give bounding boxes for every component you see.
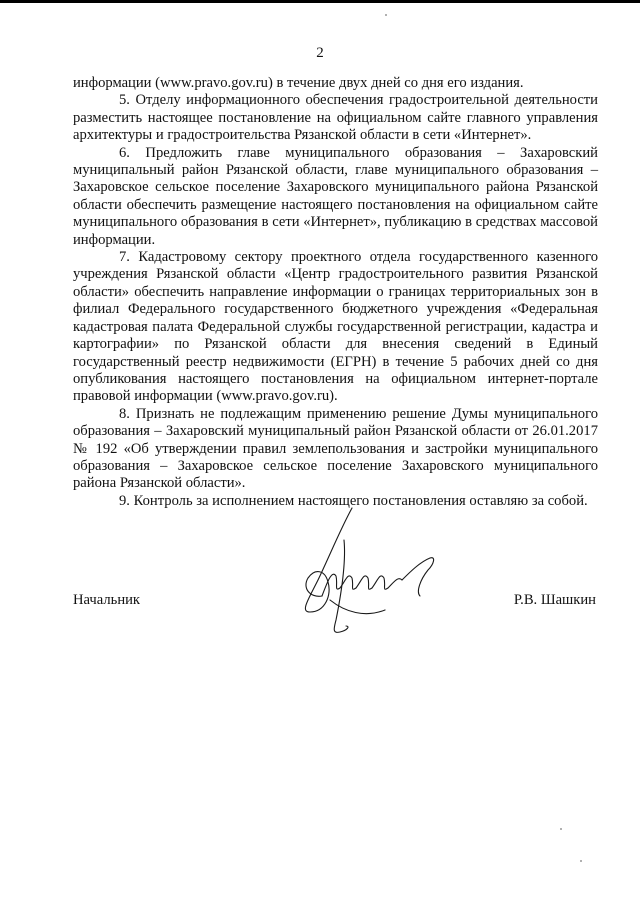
scan-speck	[560, 828, 562, 830]
paragraph-number: 8.	[119, 405, 130, 422]
scan-speck	[580, 860, 582, 862]
paragraph-text: Контроль за исполнением настоящего постановления оставляю за собой.	[133, 492, 588, 509]
signatory-title: Начальник	[73, 592, 141, 608]
paragraph-text: Признать не подлежащим применению решение Думы муниципального образования – Захаровский муниципальный район Рязанской области от 26.01.2017 № 192 «Об утверждении правил землепользования и застройки муниципального образования – Захаровское сельское поселение Захаровского муниципального района Рязанской области».	[73, 405, 598, 492]
signatory-name: Р.В. Шашкин	[513, 592, 596, 608]
page-number: 2	[316, 45, 324, 61]
handwritten-signature	[270, 500, 460, 640]
paragraph-continuation	[73, 75, 598, 92]
paragraph-number: 9.	[119, 492, 130, 509]
paragraph-item-8	[73, 406, 598, 493]
paragraph-text: информации (www.pravo.gov.ru) в течение двух дней со дня его издания.	[73, 75, 524, 91]
paragraph-number: 7.	[119, 249, 130, 266]
paragraph-item-6	[73, 145, 598, 249]
scan-speck	[385, 14, 387, 16]
paragraph-item-7	[73, 249, 598, 406]
paragraph-number: 6.	[119, 144, 130, 161]
paragraph-text: Кадастровому сектору проектного отдела государственного казенного учреждения Рязанской области «Центр градостроительного развития Рязанской области» обеспечить направление информации о границах территориальных зон в филиал Федерального государственного бюджетного учреждения «Федеральная кадастровая палата Федеральной службы государственной регистрации, кадастра и картографии» по Рязанской области для внесения сведений в Единый государственный реестр недвижимости (ЕГРН) в течение 5 рабочих дней со дня опубликования настоящего постановления на официальном интернет-портале правовой информации (www.pravo.gov.ru).	[73, 249, 598, 405]
paragraph-number: 5.	[119, 92, 130, 109]
paragraph-item-5	[73, 92, 598, 144]
paragraph-text: Предложить главе муниципального образования – Захаровский муниципальный район Рязанской области, главе муниципального образования – Захаровское сельское поселение Захаровского муниципального района Рязанской области обеспечить размещение настоящего постановления на официальном сайте муниципального образования в сети «Интернет», публикацию в средствах массовой информации.	[73, 144, 598, 248]
document-body	[73, 75, 598, 510]
paragraph-text: Отделу информационного обеспечения градостроительной деятельности разместить настоящее постановление на официальном сайте главного управления архитектуры и градостроительства Рязанской области в сети «Интернет».	[73, 92, 598, 144]
top-border-rule	[0, 0, 640, 3]
